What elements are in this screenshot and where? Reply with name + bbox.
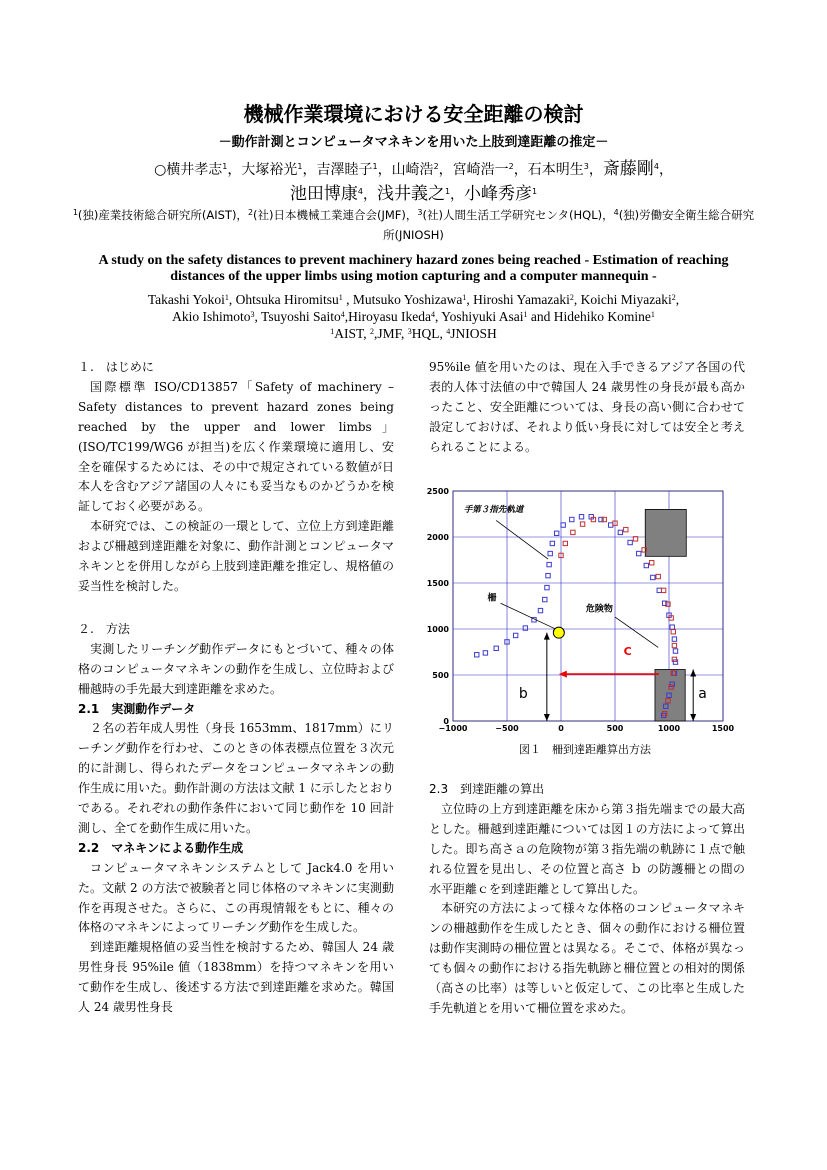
author-ja-name: ○横井孝志 bbox=[154, 162, 223, 178]
author-en-sep: , bbox=[228, 292, 236, 307]
author-ja-name: 池田博康 bbox=[289, 184, 358, 204]
author-en-sup: 1 bbox=[523, 310, 528, 319]
y-tick-label: 0 bbox=[443, 717, 449, 726]
author-en-sep: , bbox=[342, 292, 353, 307]
author-en-sup: 1 bbox=[462, 293, 467, 302]
hazard-box bbox=[655, 669, 685, 721]
section-2-1-paragraph-1: ２名の若年成人男性（身長 1653mm、1817mm）にリーチング動作を行わせ、このときの体表標点位置を３次元的に計測し、得られたデータをコンピュータマネキンの動作生成に用いた。動作計測の方法は文献 1 に示したとおりである。それぞれの動作条件において同じ動作を 10 回計測し、全てを動作生成に用いた。 bbox=[78, 721, 394, 835]
author-en-name: Hiroyasu Ikeda bbox=[348, 309, 431, 324]
author-en-name: Yoshiyuki Asai bbox=[441, 309, 524, 324]
section-2-2-heading: 2.2 マネキンによる動作生成 bbox=[78, 840, 244, 855]
x-tick-label: 0 bbox=[558, 724, 564, 733]
author-en-sup: 1 bbox=[650, 310, 655, 319]
fence-point bbox=[553, 627, 564, 638]
affil-ja-text: (社)人間生活工学研究センタ(HQL)， bbox=[422, 208, 614, 222]
affiliations-ja bbox=[70, 205, 757, 245]
hazard-box bbox=[645, 509, 686, 556]
affil-en-text: JNIOSH bbox=[450, 326, 497, 341]
author-en-sup: 4 bbox=[430, 310, 435, 319]
right-column-top bbox=[429, 358, 745, 458]
author-ja-name: 宮崎浩一 bbox=[452, 162, 509, 178]
y-tick-label: 2500 bbox=[426, 487, 449, 496]
paper-subtitle: －動作計測とコンピュータマネキンを用いた上肢到達距離の推定－ bbox=[218, 135, 609, 150]
section-2-2-paragraph-1: コンピュータマネキンシステムとして Jack4.0 を用いた。文献 2 の方法で被験者と同じ体格のマネキンに実測動作を再現させた。さらに、この再現情報をもとに、種々の体格のマネキンによってリーチング動作を生成した。 bbox=[78, 860, 394, 935]
affil-ja-text: (独)労働安全衛生総合研究所(JNIOSH) bbox=[383, 208, 755, 242]
x-tick-label: 1000 bbox=[657, 724, 681, 733]
author-en-sep: , bbox=[434, 309, 442, 324]
affil-en-sup: 4 bbox=[446, 327, 451, 336]
author-ja-sep: ， bbox=[450, 187, 465, 203]
fence-label: 柵 bbox=[487, 593, 497, 604]
section-2-3-paragraph-1: 立位時の上方到達距離を床から第３指先端までの最大高とした。柵越到達距離については図１の方法によって算出した。即ち高さａの危険物が第３指先端の軌跡に１点で触れる位置を見出し、その位置と高さ ｂ の防護柵との間の水平距離ｃを到達距離として算出した。 bbox=[429, 801, 745, 896]
author-en-sup: 2 bbox=[671, 293, 676, 302]
affil-ja-sup: 3 bbox=[417, 208, 423, 217]
author-ja-sep: ， bbox=[658, 162, 673, 178]
author-ja-name: 大塚裕光 bbox=[241, 162, 298, 178]
affil-ja-sup: 4 bbox=[613, 208, 619, 217]
affil-ja-sup: 2 bbox=[247, 208, 254, 217]
left-column bbox=[78, 358, 394, 1018]
author-ja-sep: ， bbox=[377, 162, 392, 178]
right-paragraph-top: 95%ile 値を用いたのは、現在入手できるアジア各国の代表的人体寸法値の中で韓国人 24 歳男性の身長が最も高かったこと、安全距離については、身長の高い側に合わせて設定しておけば、それより低い身長に対しては安全と考えられることによる。 bbox=[429, 360, 745, 454]
author-ja-sep: ， bbox=[362, 187, 377, 203]
trajectory-label: 手第３指先軌道 bbox=[463, 505, 524, 516]
reach-distance-label: C bbox=[623, 644, 632, 658]
affil-ja-text: (独)産業技術総合研究所(AIST)， bbox=[77, 208, 248, 222]
affil-en-text: HQL, bbox=[411, 326, 447, 341]
y-tick-label: 2000 bbox=[426, 533, 449, 542]
author-en-sep: , bbox=[573, 292, 581, 307]
author-en-sup: 1 bbox=[224, 293, 229, 302]
section-2-3-heading: 2.3 到達距離の算出 bbox=[429, 782, 545, 796]
hazard-label: 危険物 bbox=[585, 604, 613, 615]
author-ja-sup: 2 bbox=[508, 162, 514, 171]
x-tick-label: 1500 bbox=[711, 724, 735, 733]
author-en-name: Akio Ishimoto bbox=[172, 309, 251, 324]
figure-1-caption: 図１ 柵到達距離算出方法 bbox=[519, 743, 651, 756]
author-en-name: Hiroshi Yamazaki bbox=[473, 292, 570, 307]
author-ja-name: 吉澤睦子 bbox=[316, 162, 373, 178]
paper-title: 機械作業環境における安全距離の検討 bbox=[243, 102, 584, 126]
author-ja-sup: 1 bbox=[222, 162, 228, 171]
author-ja-sup: 4 bbox=[653, 162, 659, 171]
section-1-heading: １. はじめに bbox=[78, 360, 154, 374]
author-ja-sup: 3 bbox=[583, 162, 589, 171]
author-ja-sup: 1 bbox=[297, 162, 303, 171]
figure-1-chart bbox=[425, 485, 745, 741]
author-en-sep: , bbox=[675, 292, 680, 307]
section-1-paragraph-1: 国際標準 ISO/CD13857「Safety of machinery – Safety distances to prevent hazard zones being reached by the upper and lower limbs」(ISO/TC199/WG6 が担当)を広く作業環境に適用し、安全を確保するためには、その中で規定されている数値が日本人を含むアジア諸国の人々にも妥当なものかどうかを検証しておく必要がある。 bbox=[78, 379, 394, 514]
author-en-name: Takashi Yokoi bbox=[147, 292, 225, 307]
author-ja-sup: 4 bbox=[357, 187, 363, 196]
author-en-sup: 1 bbox=[338, 293, 343, 302]
author-en-name: Hidehiko Komine bbox=[553, 309, 651, 324]
x-tick-label: 500 bbox=[606, 724, 624, 733]
author-en-name: Ohtsuka Hiromitsu bbox=[235, 292, 339, 307]
affil-en-sup: 3 bbox=[407, 327, 412, 336]
paper-title-en: A study on the safety distances to prevent machinery hazard zones being reached - Estimation of reaching distances of the upper limbs using motion capturing and a computer mannequin - bbox=[98, 253, 729, 284]
section-2-heading: ２. 方法 bbox=[78, 621, 130, 636]
authors-ja bbox=[90, 157, 737, 207]
x-tick-label: −500 bbox=[495, 724, 519, 733]
fence-height-label: b bbox=[518, 686, 528, 702]
affil-ja-text: (社)日本機械工業連合会(JMF)， bbox=[253, 208, 418, 222]
author-en-sep: , bbox=[466, 292, 474, 307]
author-ja-sep: ， bbox=[588, 162, 603, 178]
right-column-bottom bbox=[429, 780, 745, 1019]
author-ja-name: 浅井義之 bbox=[376, 184, 445, 204]
y-tick-label: 1500 bbox=[426, 579, 449, 588]
author-en-sep: , bbox=[344, 309, 349, 324]
author-ja-name: 石本明生 bbox=[527, 162, 584, 178]
affil-en-sup: 1 bbox=[330, 327, 335, 336]
x-tick-label: −1000 bbox=[438, 724, 468, 733]
author-ja-sep: ， bbox=[513, 162, 528, 178]
author-ja-sup: 1 bbox=[444, 187, 451, 196]
author-en-sep: and bbox=[527, 309, 554, 324]
affil-en-text: ,JMF, bbox=[373, 326, 408, 341]
author-en-sep: , bbox=[254, 309, 262, 324]
author-ja-sep: ， bbox=[438, 162, 453, 178]
author-ja-name: 山崎浩 bbox=[391, 162, 434, 178]
affil-en-sup: 2 bbox=[369, 327, 374, 336]
author-ja-sep: ， bbox=[302, 162, 317, 178]
section-1-paragraph-2: 本研究では、この検証の一環として、立位上方到達距離および柵越到達距離を対象に、動作計測とコンピュータマネキンとを併用しながら上肢到達距離を推定し、規格値の妥当性を検討した。 bbox=[78, 519, 394, 593]
author-ja-name: 小峰秀彦 bbox=[464, 184, 533, 204]
section-2-paragraph-1: 実測したリーチング動作データにもとづいて、種々の体格のコンピュータマネキンの動作を生成し、立位時および柵越時の手先最大到達距離を求めた。 bbox=[78, 641, 394, 696]
author-en-name: Tsuyoshi Saito bbox=[261, 309, 341, 324]
section-2-2-paragraph-2: 到達距離規格値の妥当性を検討するため、韓国人 24 歳男性身長 95%ile 値（1838mm）を持つマネキンを用いて動作を生成し、後述する方法で到達距離を求めた。韓国人 24 歳男性身長 bbox=[78, 940, 394, 1015]
affil-en-text: AIST, bbox=[334, 326, 370, 341]
author-ja-sep: ， bbox=[227, 162, 242, 178]
author-en-sup: 4 bbox=[340, 310, 345, 319]
author-en-sup: 2 bbox=[569, 293, 574, 302]
affil-ja-sup: 1 bbox=[72, 208, 78, 217]
author-en-name: Mutsuko Yoshizawa bbox=[352, 292, 463, 307]
author-en-name: Koichi Miyazaki bbox=[580, 292, 672, 307]
y-tick-label: 1000 bbox=[426, 625, 449, 634]
author-en-sup: 3 bbox=[250, 310, 255, 319]
author-ja-name: 斎藤剛 bbox=[602, 159, 654, 179]
author-ja-sup: 1 bbox=[532, 187, 538, 196]
author-ja-sup: 2 bbox=[433, 162, 439, 171]
authors-en bbox=[80, 291, 747, 342]
hazard-height-label: a bbox=[698, 686, 707, 702]
y-tick-label: 500 bbox=[432, 671, 449, 680]
section-2-1-heading: 2.1 実測動作データ bbox=[78, 701, 196, 716]
section-2-3-paragraph-2: 本研究の方法によって様々な体格のコンピュータマネキンの柵越動作を生成したとき、個々の動作における柵位置は動作実測時の柵位置とは異なる。そこで、体格が異なっても個々の動作における指先軌跡と柵位置との相対的関係（高さの比率）は等しいと仮定して、この比率と生成した手先軌道とを用いて柵位置を求めた。 bbox=[429, 901, 745, 1015]
author-ja-sup: 1 bbox=[372, 162, 378, 171]
